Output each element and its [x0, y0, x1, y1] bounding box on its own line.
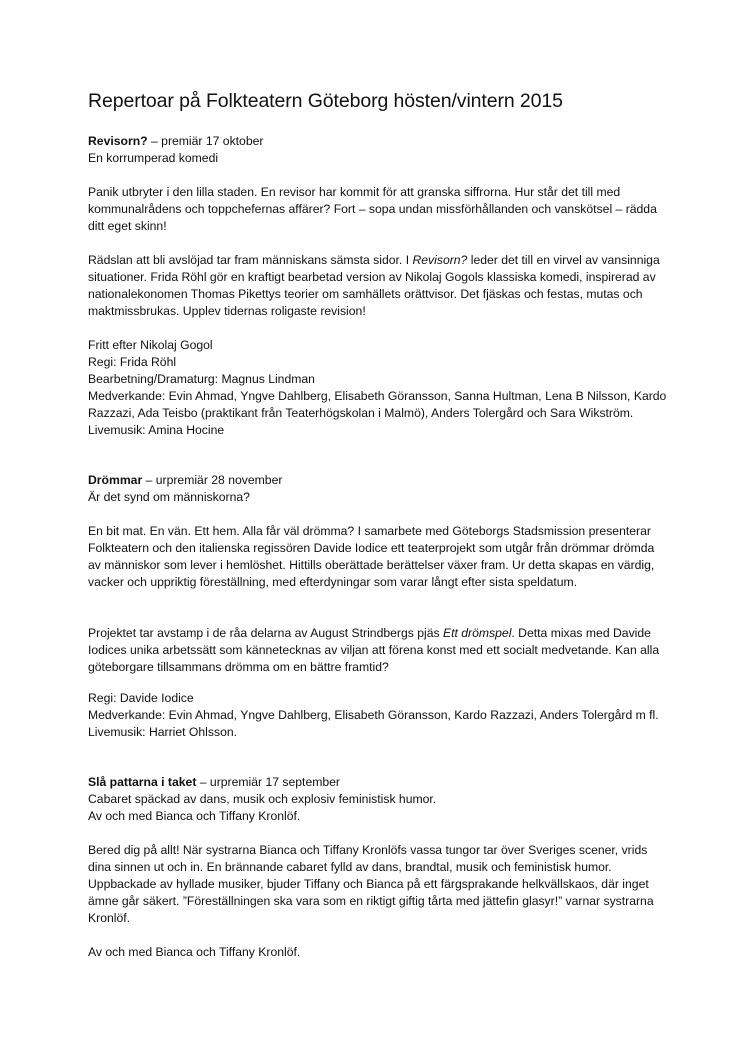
show-tagline: En korrumperad komedi — [88, 151, 219, 166]
show-revisorn-paragraph-2: Rädslan att bli avslöjad tar fram människans sämsta sidor. I Revisorn? leder det till en virvel av vansinniga situationer. Frida Röhl gör en kraftigt bearbetad version av Nikolaj Gogols klassiska komedi, inspirerad av nationalekonomen Thomas Pikettys teorier om samhällets orättvisor. Det fjäskas och festas, mutas och maktmissbrukas. Upplev tidernas roligaste revision! — [88, 253, 660, 319]
premiere-date: – urpremiär 17 september — [196, 775, 340, 789]
page-title: Repertoar på Folkteatern Göteborg hösten/vintern 2015 — [88, 90, 563, 112]
credit-line: Regi: Davide Iodice — [88, 691, 194, 705]
credit-line: Bearbetning/Dramaturg: Magnus Lindman — [88, 372, 315, 387]
show-drommar-header — [88, 472, 668, 506]
premiere-date: – urpremiär 28 november — [142, 473, 283, 487]
show-revisorn-credits — [88, 337, 668, 440]
show-tagline: Är det synd om människorna? — [88, 490, 250, 505]
show-revisorn-paragraph-1: Panik utbryter i den lilla staden. En revisor har kommit för att granska siffrorna. Hur står det till med kommunalrådens och toppchefernas affärer? Fort – sopa undan missförhållanden och vanskötsel – rädda ditt eget skinn! — [88, 185, 657, 234]
premiere-date: – premiär 17 oktober — [147, 134, 264, 148]
show-sla-pattarna-paragraph-2: Av och med Bianca och Tiffany Kronlöf. — [88, 945, 301, 959]
show-drommar-credits — [88, 690, 668, 741]
credit-line: Regi: Frida Röhl — [88, 355, 177, 370]
show-title: Slå pattarna i taket — [88, 775, 197, 789]
credit-line: Medverkande: Evin Ahmad, Yngve Dahlberg, Elisabeth Göransson, Kardo Razzazi, Anders Tolergård m fl. — [88, 708, 659, 723]
show-sla-pattarna-header — [88, 774, 668, 825]
show-drommar-paragraph-1: En bit mat. En vän. Ett hem. Alla får väl drömma? I samarbete med Göteborgs Stadsmission presenterar Folkteatern och den italienska regissören Davide Iodice ett teaterprojekt som utgår från drömmar drömda av människor som lever i hemlöshet. Hittills oberättade berättelser växer fram. Ur detta skapas en värdig, vacker och uppriktig föreställning, med efterdyningar som varar långt efter sista speldatum. — [88, 524, 655, 590]
show-tagline: Cabaret späckad av dans, musik och explosiv feministisk humor. — [88, 792, 437, 807]
show-revisorn-header — [88, 133, 668, 167]
show-drommar-paragraph-2: Projektet tar avstamp i de råa delarna av August Strindbergs pjäs Ett drömspel. Detta mixas med Davide Iodices unika arbetssätt som kännetecknas av viljan att förena konst med ett socialt medvetande. Kan alla göteborgare tillsammans drömma om en bättre framtid? — [88, 626, 660, 675]
show-title: Drömmar — [88, 473, 143, 487]
credit-line: Livemusik: Amina Hocine — [88, 423, 225, 438]
credit-line: Fritt efter Nikolaj Gogol — [88, 338, 213, 352]
show-tagline: Av och med Bianca och Tiffany Kronlöf. — [88, 809, 301, 824]
credit-line: Livemusik: Harriet Ohlsson. — [88, 725, 238, 740]
credit-line: Medverkande: Evin Ahmad, Yngve Dahlberg, Elisabeth Göransson, Sanna Hultman, Lena B Nilsson, Kardo Razzazi, Ada Teisbo (praktikant från Teaterhögskolan i Malmö), Anders Tolergård och Sara Wikström. — [88, 389, 667, 421]
show-title: Revisorn? — [88, 134, 148, 148]
show-sla-pattarna-paragraph-1: Bered dig på allt! När systrarna Bianca och Tiffany Kronlöfs vassa tungor tar över Sveriges scener, vrids dina sinnen ut och in. En brännande cabaret fylld av dans, brandtal, musik och feministisk humor. Uppbackade av hyllade musiker, bjuder Tiffany och Bianca på ett färgsprakande helkvällskaos, där inget ämne går säkert. ”Föreställningen ska vara som en riktigt giftig tårta med jättefin glasyr!” varnar systrarna Kronlöf. — [88, 843, 654, 926]
